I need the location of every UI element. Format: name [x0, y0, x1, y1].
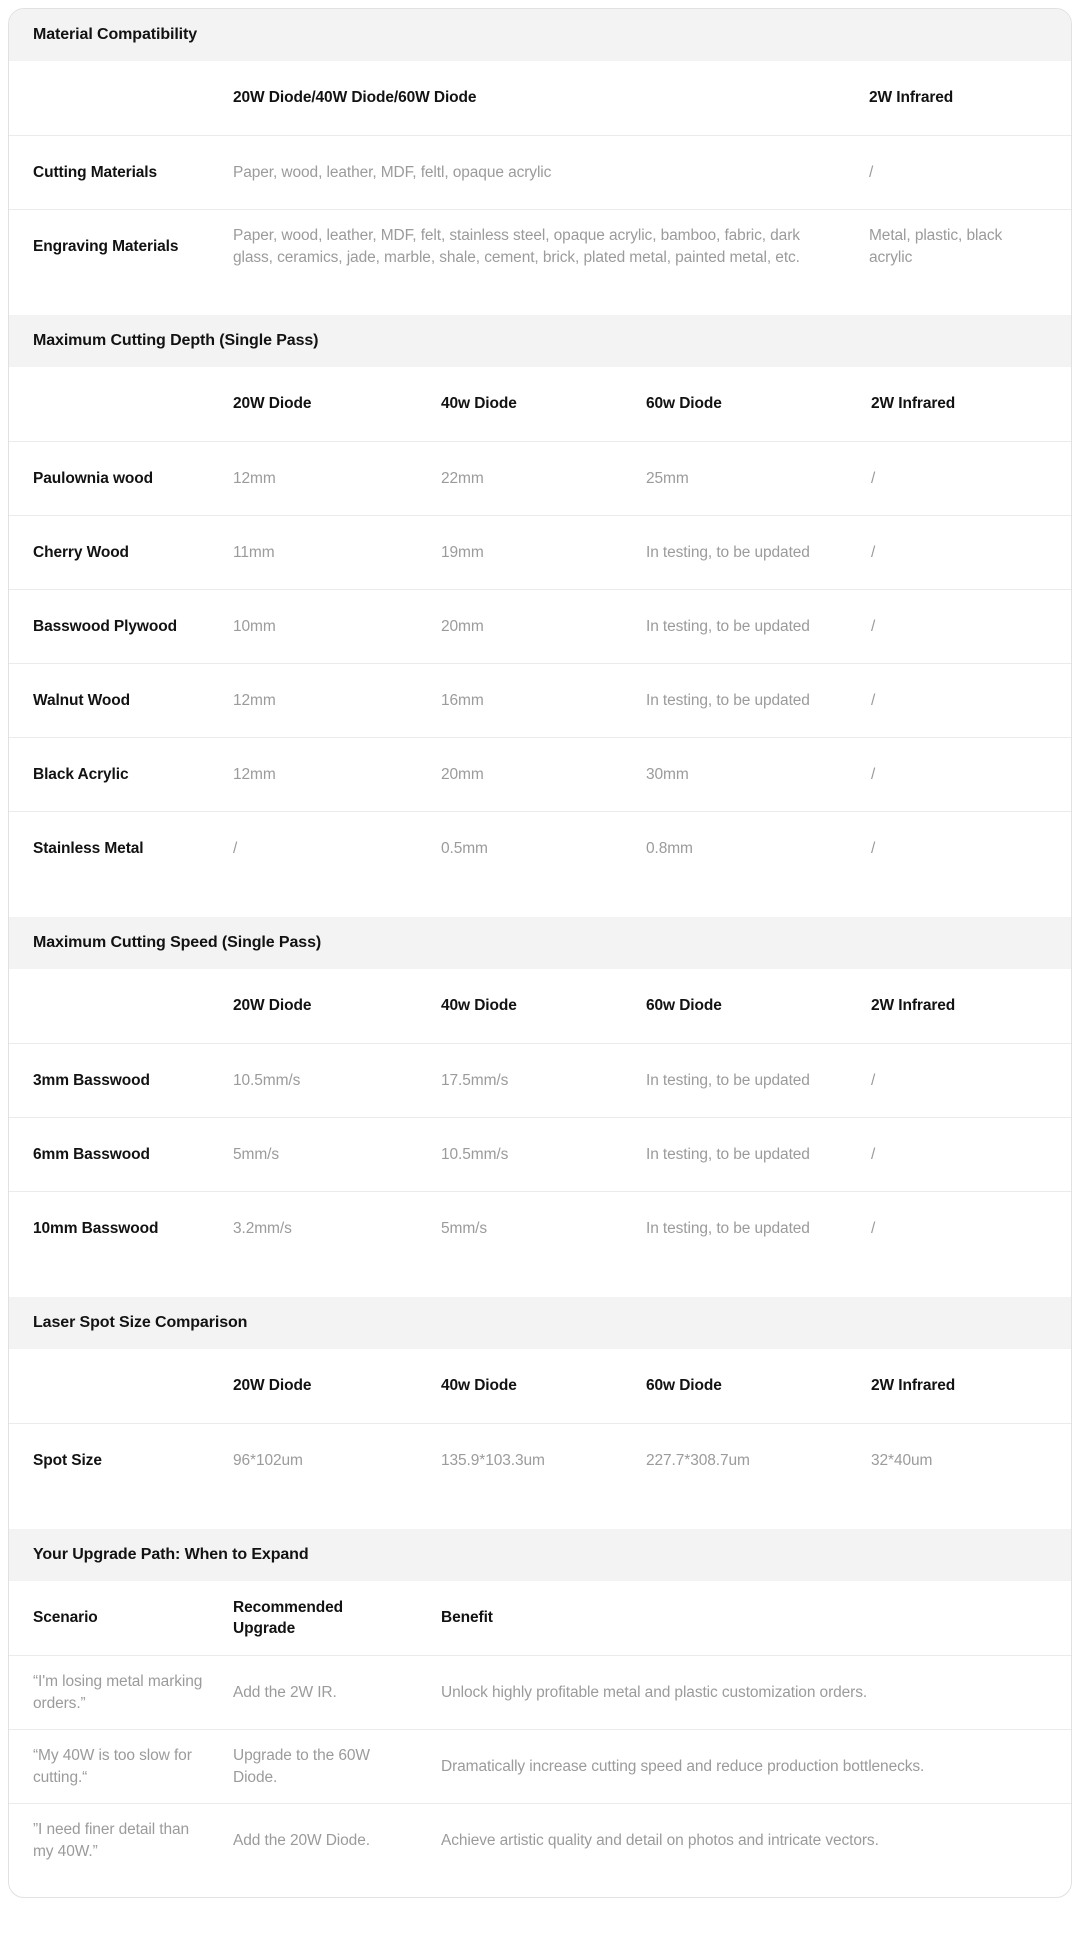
section-title: Laser Spot Size Comparison — [33, 1314, 248, 1331]
table-row — [9, 515, 1071, 589]
scenario-quote: ”I need finer detail than my 40W.” — [33, 1821, 190, 1860]
empty-header-cell — [33, 992, 233, 1020]
table-row — [9, 589, 1071, 663]
column-header-benefit: Benefit — [441, 1609, 493, 1627]
cell-value: / — [871, 469, 876, 487]
cell-value: 0.8mm — [646, 839, 693, 857]
section-title-band — [9, 315, 1071, 367]
cell-value: 135.9*103.3um — [441, 1451, 545, 1469]
row-label: Stainless Metal — [33, 839, 144, 857]
cell-value: 10.5mm/s — [441, 1145, 509, 1163]
section-title-band — [9, 917, 1071, 969]
table-row — [9, 737, 1071, 811]
cell-value: In testing, to be updated — [646, 1219, 810, 1237]
cell-value: In testing, to be updated — [646, 617, 810, 635]
maximum-cutting-speed-table — [9, 969, 1071, 1297]
column-header-2w-infrared: 2W Infrared — [871, 1377, 956, 1395]
cell-value: Achieve artistic quality and detail on photos and intricate vectors. — [441, 1831, 879, 1849]
column-header-20w-diode: 20W Diode — [233, 395, 312, 413]
table-row — [9, 1117, 1071, 1191]
row-label: Cutting Materials — [33, 163, 158, 181]
column-header-40w-diode: 40w Diode — [441, 997, 517, 1015]
cell-value: 17.5mm/s — [441, 1071, 509, 1089]
cell-value: In testing, to be updated — [646, 691, 810, 709]
cell-value: 19mm — [441, 543, 484, 561]
cell-value: / — [233, 839, 238, 857]
cell-value: 20mm — [441, 617, 484, 635]
section-maximum-cutting-speed — [9, 917, 1071, 1297]
section-maximum-cutting-depth — [9, 315, 1071, 917]
material-compatibility-table — [9, 61, 1071, 315]
row-label: 3mm Basswood — [33, 1071, 150, 1089]
table-header-row — [9, 1349, 1071, 1423]
table-row — [9, 1191, 1071, 1265]
row-label: Walnut Wood — [33, 691, 131, 709]
empty-header-cell — [33, 1372, 233, 1400]
row-label: Cherry Wood — [33, 543, 129, 561]
column-header-2w-infrared: 2W Infrared — [871, 997, 956, 1015]
cell-value: 12mm — [233, 691, 276, 709]
cell-value: / — [871, 691, 876, 709]
cell-value: 5mm/s — [233, 1145, 280, 1163]
column-header-40w-diode: 40w Diode — [441, 395, 517, 413]
column-header-60w-diode: 60w Diode — [646, 395, 722, 413]
table-row — [9, 1423, 1071, 1497]
section-title: Maximum Cutting Depth (Single Pass) — [33, 332, 319, 349]
cell-value: 32*40um — [871, 1451, 933, 1469]
table-row — [9, 135, 1071, 209]
cell-value: 30mm — [646, 765, 689, 783]
empty-header-cell — [33, 84, 233, 112]
column-header-recommended-upgrade: Recommended Upgrade — [233, 1598, 344, 1637]
cell-value: / — [871, 1219, 876, 1237]
cell-value: / — [871, 765, 876, 783]
cell-value: In testing, to be updated — [646, 543, 810, 561]
cell-value: In testing, to be updated — [646, 1145, 810, 1163]
column-header-40w-diode: 40w Diode — [441, 1377, 517, 1395]
cell-value: Unlock highly profitable metal and plastic customization orders. — [441, 1683, 868, 1701]
cell-value: / — [871, 1071, 876, 1089]
table-row — [9, 441, 1071, 515]
cell-value: / — [871, 543, 876, 561]
row-label: 10mm Basswood — [33, 1219, 159, 1237]
cell-value: 10.5mm/s — [233, 1071, 301, 1089]
column-header-scenario: Scenario — [33, 1609, 98, 1627]
cell-value: 3.2mm/s — [233, 1219, 292, 1237]
table-row — [9, 663, 1071, 737]
row-label: Basswood Plywood — [33, 617, 177, 635]
section-title-band — [9, 1529, 1071, 1581]
section-title-band — [9, 1297, 1071, 1349]
column-header-20w-diode: 20W Diode — [233, 1377, 312, 1395]
cell-value: / — [871, 1145, 876, 1163]
cell-value: 25mm — [646, 469, 689, 487]
section-laser-spot-size — [9, 1297, 1071, 1529]
cell-value: 227.7*308.7um — [646, 1451, 750, 1469]
table-row — [9, 1655, 1071, 1729]
maximum-cutting-depth-table — [9, 367, 1071, 917]
cell-value: Metal, plastic, black acrylic — [869, 227, 1003, 266]
table-row — [9, 811, 1071, 885]
column-header-60w-diode: 60w Diode — [646, 997, 722, 1015]
table-header-row — [9, 969, 1071, 1043]
cell-value: In testing, to be updated — [646, 1071, 810, 1089]
cell-value: 20mm — [441, 765, 484, 783]
cell-value: 12mm — [233, 469, 276, 487]
table-row — [9, 1729, 1071, 1803]
spec-card — [8, 8, 1072, 1898]
cell-value: Add the 2W IR. — [233, 1683, 337, 1701]
column-header-20w-diode: 20W Diode — [233, 997, 312, 1015]
table-header-row — [9, 1581, 1071, 1655]
scenario-quote: “I'm losing metal marking orders.” — [33, 1673, 203, 1712]
cell-value: 10mm — [233, 617, 276, 635]
cell-value: 11mm — [233, 543, 275, 561]
cell-value: Add the 20W Diode. — [233, 1831, 370, 1849]
cell-value: Paper, wood, leather, MDF, felt, stainless steel, opaque acrylic, bamboo, fabric, dark glass, ceramics, jade, marble, shale, cement, brick, plated metal, painted metal, etc. — [233, 227, 800, 266]
section-title-band — [9, 9, 1071, 61]
cell-value: 16mm — [441, 691, 484, 709]
cell-value: Dramatically increase cutting speed and reduce production bottlenecks. — [441, 1757, 925, 1775]
table-row — [9, 209, 1071, 283]
cell-value: Upgrade to the 60W Diode. — [233, 1747, 370, 1786]
column-header-diode-group: 20W Diode/40W Diode/60W Diode — [233, 89, 477, 107]
row-label: Black Acrylic — [33, 765, 129, 783]
column-header-60w-diode: 60w Diode — [646, 1377, 722, 1395]
cell-value: 22mm — [441, 469, 484, 487]
cell-value: Paper, wood, leather, MDF, feltl, opaque acrylic — [233, 163, 552, 181]
table-row — [9, 1803, 1071, 1877]
cell-value: 96*102um — [233, 1451, 303, 1469]
cell-value: / — [871, 617, 876, 635]
section-title: Material Compatibility — [33, 26, 198, 43]
table-header-row — [9, 61, 1071, 135]
cell-value: / — [871, 839, 876, 857]
cell-value: / — [869, 163, 874, 181]
cell-value: 12mm — [233, 765, 276, 783]
scenario-quote: “My 40W is too slow for cutting.“ — [33, 1747, 192, 1786]
section-upgrade-path — [9, 1529, 1071, 1897]
row-label: 6mm Basswood — [33, 1145, 150, 1163]
row-label: Spot Size — [33, 1451, 102, 1469]
section-title: Maximum Cutting Speed (Single Pass) — [33, 934, 322, 951]
row-label: Engraving Materials — [33, 237, 179, 255]
section-material-compatibility — [9, 9, 1071, 315]
row-label: Paulownia wood — [33, 469, 154, 487]
table-row — [9, 1043, 1071, 1117]
column-header-2w-infrared: 2W Infrared — [869, 89, 954, 107]
column-header-2w-infrared: 2W Infrared — [871, 395, 956, 413]
empty-header-cell — [33, 390, 233, 418]
section-title: Your Upgrade Path: When to Expand — [33, 1546, 309, 1563]
cell-value: 0.5mm — [441, 839, 488, 857]
laser-spot-size-table — [9, 1349, 1071, 1529]
upgrade-path-table — [9, 1581, 1071, 1897]
table-header-row — [9, 367, 1071, 441]
cell-value: 5mm/s — [441, 1219, 488, 1237]
